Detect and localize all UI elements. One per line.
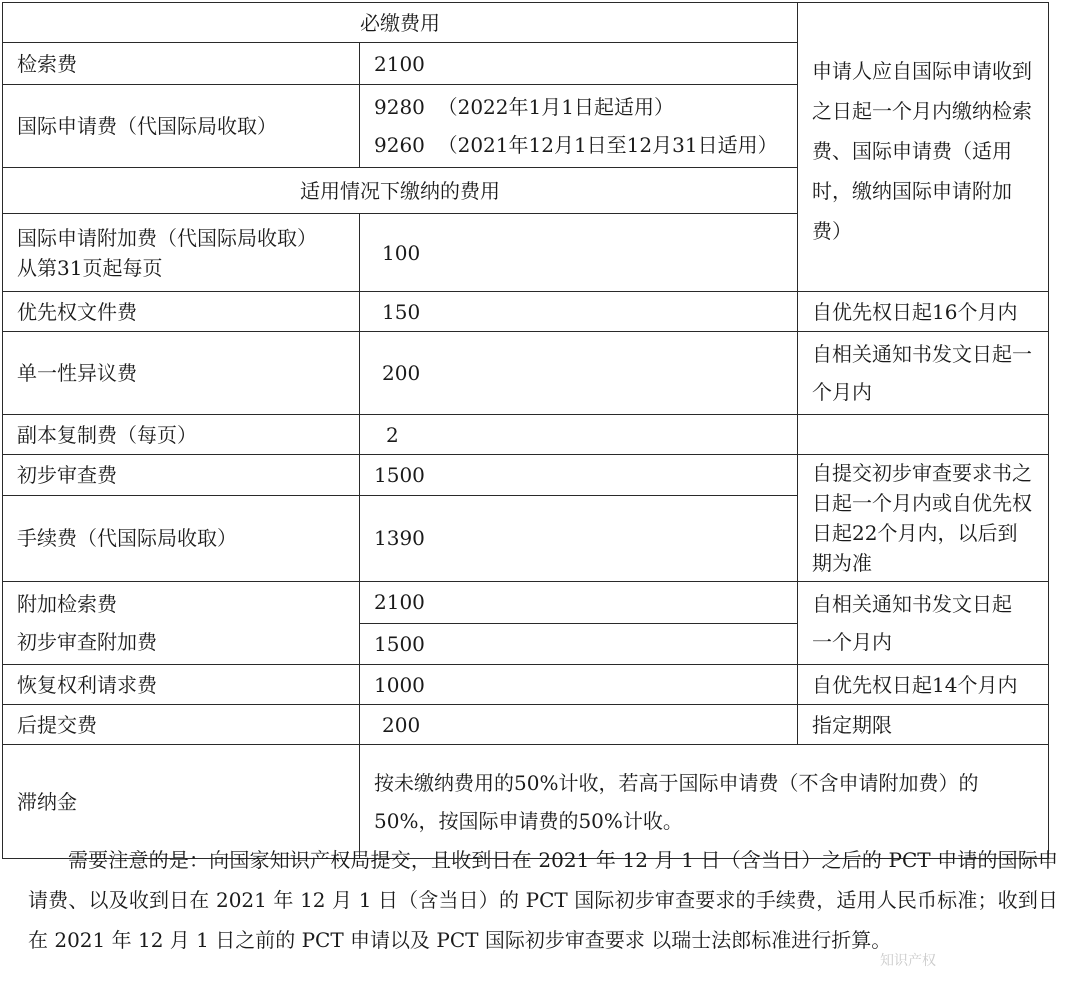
fee-table [2,2,1049,859]
restoration-fee-deadline: 自优先权日起14个月内 [798,665,1049,705]
prelim-exam-deadline: 自提交初步审查要求书之日起一个月内或自优先权日起22个月内，以后到期为准 [798,455,1049,582]
late-payment-fee-description: 按未缴纳费用的50%计收，若高于国际申请费（不含申请附加费）的50%，按国际申请费的50%计收。 [360,745,1049,859]
section-header-mandatory: 必缴费用 [3,3,798,43]
intl-filing-fee-amount-2022: 9280 （2022年1月1日起适用） [374,95,674,119]
mandatory-deadline-note: 申请人应自国际申请收到之日起一个月内缴纳检索费、国际申请费（适用时，缴纳国际申请附加费） [798,3,1049,292]
intl-filing-fee-amounts [360,85,798,168]
extra-page-fee-label [3,214,360,292]
additional-search-fee-amount: 2100 [360,582,798,624]
priority-doc-fee-deadline: 自优先权日起16个月内 [798,292,1049,332]
additional-fees-deadline [798,582,1049,665]
handling-fee-label: 手续费（代国际局收取） [3,495,360,581]
additional-prelim-fee-amount: 1500 [360,623,798,665]
priority-doc-fee-label: 优先权文件费 [3,292,360,332]
additional-deadline-line2: 一个月内 [812,630,892,654]
late-furnishing-fee-amount: 200 [360,705,798,745]
intl-filing-fee-amount-2021: 9260 （2021年12月1日至12月31日适用） [374,133,778,157]
unity-protest-fee-label: 单一性异议费 [3,332,360,415]
intl-filing-fee-label: 国际申请费（代国际局收取） [3,85,360,168]
late-payment-fee-label: 滞纳金 [3,745,360,859]
additional-deadline-line1: 自相关通知书发文日起 [812,592,1012,616]
search-fee-label: 检索费 [3,43,360,85]
restoration-fee-label: 恢复权利请求费 [3,665,360,705]
additional-prelim-fee-label: 初步审查附加费 [17,630,157,654]
footnote [28,840,1058,960]
prelim-exam-fee-amount: 1500 [360,455,798,496]
additional-fees-label [3,582,360,665]
copy-fee-deadline [798,415,1049,455]
copy-fee-amount: 2 [360,415,798,455]
extra-page-fee-amount: 100 [360,214,798,292]
additional-search-fee-label: 附加检索费 [17,592,117,616]
watermark-text: 知识产权 [880,953,936,969]
unity-protest-fee-deadline: 自相关通知书发文日起一个月内 [798,332,1049,415]
extra-page-fee-label-line1: 国际申请附加费（代国际局收取） [17,225,317,250]
copy-fee-label: 副本复制费（每页） [3,415,360,455]
section-header-conditional: 适用情况下缴纳的费用 [3,168,798,214]
handling-fee-amount: 1390 [360,495,798,581]
priority-doc-fee-amount: 150 [360,292,798,332]
extra-page-fee-label-line2: 从第31页起每页 [17,255,163,280]
footnote-text: 需要注意的是：向国家知识产权局提交，且收到日在 2021 年 12 月 1 日（含当日）之后的 PCT 申请的国际申请费、以及收到日在 2021 年 12 月 1 日（含当日）的 PCT 国际初步审查要求的手续费，适用人民币标准；收到日在 2021 年 12 月 1 日之前的 PCT 申请以及 PCT 国际初步审查要求 以瑞士法郎标准进行折算。 [28,848,1058,952]
prelim-exam-fee-label: 初步审查费 [3,455,360,496]
search-fee-amount: 2100 [360,43,798,85]
late-furnishing-fee-deadline: 指定期限 [798,705,1049,745]
late-furnishing-fee-label: 后提交费 [3,705,360,745]
unity-protest-fee-amount: 200 [360,332,798,415]
restoration-fee-amount: 1000 [360,665,798,705]
